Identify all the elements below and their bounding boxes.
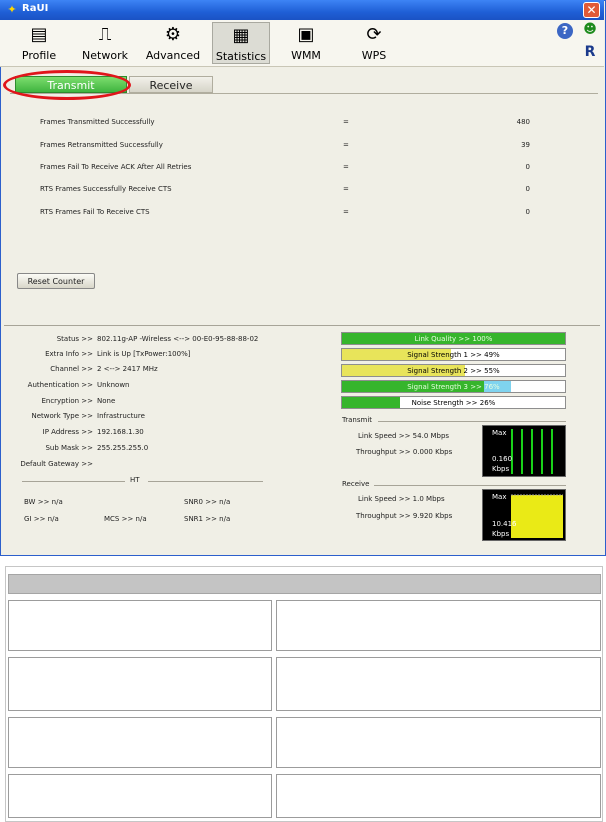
table-cell (8, 600, 272, 651)
toolbar-label: WMM (291, 49, 321, 62)
noise-strength-bar (341, 396, 566, 409)
ht-group-title: HT (130, 476, 140, 484)
stat-label: RTS Frames Successfully Receive CTS (40, 185, 172, 193)
info-value: Link is Up [TxPower:100%] (97, 350, 191, 358)
ht-bw: BW >> n/a (24, 498, 63, 506)
stat-row (40, 138, 560, 152)
meter-unit: Kbps (492, 465, 510, 473)
stat-label: Frames Fail To Receive ACK After All Retries (40, 163, 192, 171)
meter-value: 0.160 (492, 455, 513, 463)
info-label: Authentication >> (27, 381, 93, 389)
table-cell (276, 600, 601, 651)
stat-equals: = (343, 118, 349, 126)
transmit-throughput-meter (482, 425, 566, 477)
meter-max-label: Max (492, 493, 507, 501)
stat-equals: = (343, 185, 349, 193)
stat-row (40, 115, 560, 129)
table-cell (8, 657, 272, 711)
bar-text: Signal Strength 1 >> 49% (407, 351, 500, 359)
help-icon[interactable]: ? (557, 23, 573, 39)
stat-value: 0 (525, 185, 530, 193)
info-label: Default Gateway >> (20, 460, 93, 468)
meter-max-label: Max (492, 429, 507, 437)
info-value: 802.11g-AP -Wireless <--> 00-E0-95-88-88-02 (97, 335, 259, 343)
stat-label: RTS Frames Fail To Receive CTS (40, 208, 150, 216)
info-value: 255.255.255.0 (97, 444, 149, 452)
app-icon: ✦ (7, 3, 17, 16)
annotation-circle (3, 70, 131, 100)
toolbar (0, 20, 604, 67)
info-value: None (97, 397, 116, 405)
ht-group-line (22, 481, 125, 482)
meter-spike (511, 429, 513, 474)
stat-label: Frames Transmitted Successfully (40, 118, 155, 126)
receive-throughput-meter (482, 489, 566, 541)
toolbar-statistics[interactable] (212, 22, 270, 64)
table-cell (276, 657, 601, 711)
network-icon: ⎍ (98, 24, 112, 45)
meter-unit: Kbps (492, 530, 510, 538)
signal-strength-3-bar (341, 380, 566, 393)
transmit-group-title: Transmit (342, 416, 373, 424)
profile-icon: ▤ (30, 24, 48, 45)
receive-group-line (374, 485, 566, 486)
receive-group-title: Receive (342, 480, 370, 488)
stat-equals: = (343, 208, 349, 216)
table-cell (8, 774, 272, 818)
ht-snr0: SNR0 >> n/a (184, 498, 231, 506)
ht-group-line (148, 481, 263, 482)
signal-strength-2-bar (341, 364, 566, 377)
stat-value: 480 (516, 118, 530, 126)
stat-row (40, 205, 560, 219)
meter-spike (551, 429, 553, 474)
stat-equals: = (343, 163, 349, 171)
wps-icon: ⟳ (366, 24, 382, 45)
user-icon[interactable]: ☻ (583, 22, 597, 37)
meter-area (511, 495, 563, 538)
table-header-row (8, 574, 601, 594)
toolbar-advanced[interactable] (144, 22, 202, 64)
tab-transmit[interactable]: Transmit (15, 76, 127, 93)
bar-text: Signal Strength 2 >> 55% (407, 367, 500, 375)
toolbar-wps[interactable] (356, 22, 392, 64)
title-bar (0, 0, 604, 20)
stat-value: 0 (525, 163, 530, 171)
toolbar-label: Statistics (215, 50, 267, 63)
stat-row (40, 160, 560, 174)
info-value: Unknown (97, 381, 130, 389)
info-label: Channel >> (50, 365, 93, 373)
stat-equals: = (343, 141, 349, 149)
info-label: Status >> (56, 335, 93, 343)
toolbar-wmm[interactable] (286, 22, 326, 64)
wmm-icon: ▣ (297, 24, 315, 45)
meter-value: 10.416 (492, 520, 517, 528)
close-button[interactable]: ✕ (583, 2, 600, 18)
stat-value: 39 (521, 141, 530, 149)
transmit-group-line (378, 421, 566, 422)
stat-label: Frames Retransmitted Successfully (40, 141, 163, 149)
link-quality-bar (341, 332, 566, 345)
meter-spike (521, 429, 523, 474)
toolbar-label: Profile (21, 49, 57, 62)
statistics-icon: ▦ (232, 25, 250, 46)
ht-snr1: SNR1 >> n/a (184, 515, 231, 523)
advanced-icon: ⚙ (164, 24, 182, 45)
info-label: IP Address >> (42, 428, 93, 436)
toolbar-label: WPS (361, 49, 387, 62)
transmit-link-speed: Link Speed >> 54.0 Mbps (358, 432, 450, 440)
brand-logo-icon: R (584, 44, 596, 60)
tab-receive[interactable]: Receive (129, 76, 213, 93)
stat-row (40, 182, 560, 196)
toolbar-profile[interactable] (15, 22, 63, 64)
reset-counter-button[interactable]: Reset Counter (17, 273, 95, 289)
info-value: 192.168.1.30 (97, 428, 144, 436)
info-value: Infrastructure (97, 412, 145, 420)
panel-divider (4, 325, 600, 326)
receive-throughput: Throughput >> 9.920 Kbps (356, 512, 453, 520)
signal-strength-1-bar (341, 348, 566, 361)
ht-mcs: MCS >> n/a (104, 515, 147, 523)
toolbar-network[interactable] (78, 22, 132, 64)
window-title: RaUI (22, 3, 49, 14)
table-cell (276, 717, 601, 768)
info-label: Sub Mask >> (45, 444, 93, 452)
toolbar-label: Network (82, 49, 128, 62)
meter-spike (531, 429, 533, 474)
bar-text: Link Quality >> 100% (414, 335, 493, 343)
meter-spike (541, 429, 543, 474)
table-cell (276, 774, 601, 818)
stat-value: 0 (525, 208, 530, 216)
toolbar-label: Advanced (145, 49, 201, 62)
info-label: Encryption >> (41, 397, 93, 405)
info-label: Extra Info >> (45, 350, 93, 358)
ht-gi: GI >> n/a (24, 515, 59, 523)
info-label: Network Type >> (31, 412, 93, 420)
bar-text: Signal Strength 3 >> 76% (407, 383, 500, 391)
info-value: 2 <--> 2417 MHz (97, 365, 158, 373)
receive-link-speed: Link Speed >> 1.0 Mbps (358, 495, 445, 503)
bar-text: Noise Strength >> 26% (411, 399, 496, 407)
table-cell (8, 717, 272, 768)
transmit-throughput: Throughput >> 0.000 Kbps (356, 448, 453, 456)
